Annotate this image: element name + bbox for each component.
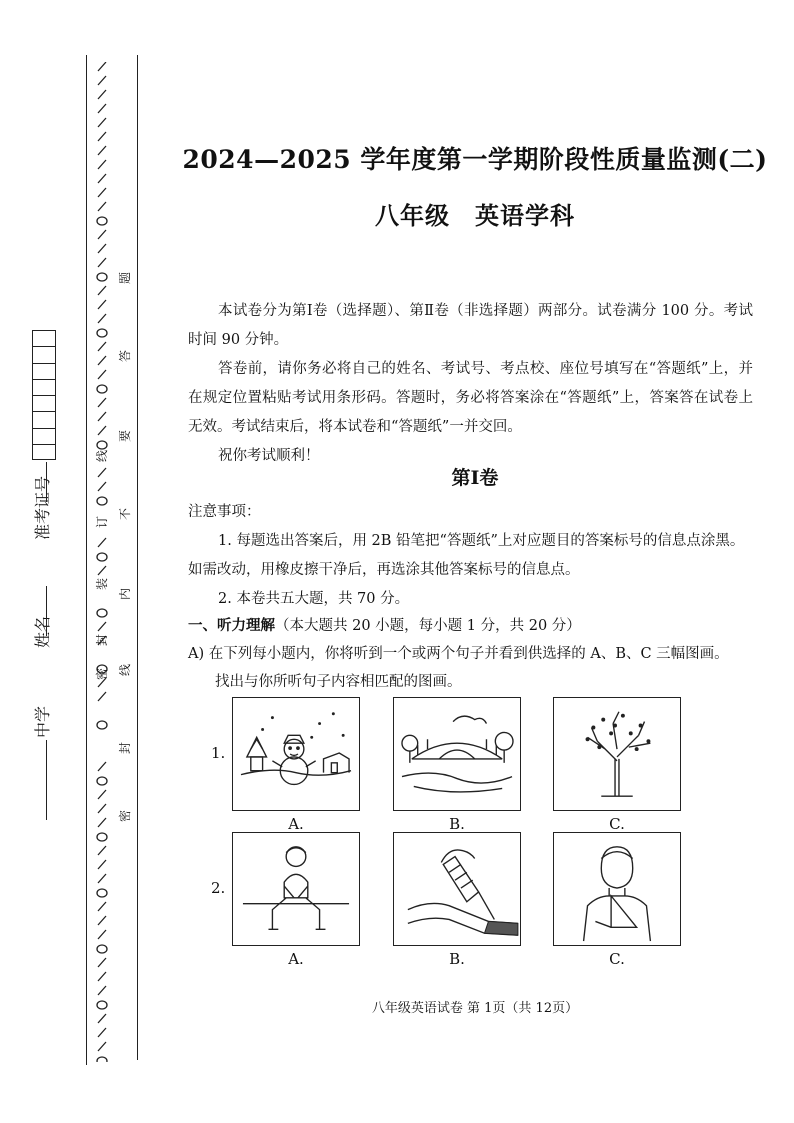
instructions-paragraph: 答卷前，请你务必将自己的姓名、考试号、考点校、座位号填写在“答题纸”上，并在规定位置粘贴考试用条形码。答题时，务必将答案涂在“答题纸”上，答案答在试卷上无效。考试结束后，将本试卷和“答题纸”一并交回。	[188, 361, 753, 435]
listening-heading: 一、听力理解	[188, 617, 275, 634]
notes-heading: 注意事项：	[188, 504, 261, 520]
q2-option-c-label: C.	[609, 950, 625, 968]
q1-option-b-label: B.	[449, 815, 465, 833]
part-a-instruction-1: A) 在下列每小题内，你将听到一个或两个句子并看到供选择的 A、B、C 三幅图画。	[188, 646, 729, 662]
q1-option-b-picture[interactable]	[393, 697, 521, 811]
q1-option-c-picture[interactable]	[553, 697, 681, 811]
section-title: 第Ⅰ卷	[451, 467, 499, 489]
exam-id-boxes	[32, 330, 56, 460]
snowman-scene-icon	[233, 698, 359, 810]
school-underline	[46, 740, 47, 820]
note-1: 1. 每题选出答案后，用 2B 铅笔把“答题纸”上对应题目的答案标号的信息点涂黑。如需改动，用橡皮擦干净后，再选涂其他答案标号的信息点。	[188, 533, 745, 578]
question-1-number: 1.	[211, 744, 226, 762]
binding-line-inner	[137, 55, 138, 1060]
notes-block	[188, 498, 753, 614]
seal-char-line: 线	[95, 450, 109, 463]
note-2: 2. 本卷共五大题，共 70 分。	[218, 591, 410, 607]
notice-char-3: 线	[118, 664, 132, 677]
hurt-knee-person-icon	[233, 833, 359, 945]
q2-option-c-picture[interactable]	[553, 832, 681, 946]
exam-id-underline	[46, 462, 47, 502]
q1-option-c-label: C.	[609, 815, 625, 833]
tree-icon	[554, 698, 680, 810]
question-2-number: 2.	[211, 879, 226, 897]
bandaged-arm-icon	[394, 833, 520, 945]
seal-char-ding: 订	[95, 516, 109, 529]
exam-title: 2024—2025 学年度第一学期阶段性质量监测(二)	[182, 145, 768, 174]
q2-option-a-picture[interactable]	[232, 832, 360, 946]
arm-sling-person-icon	[554, 833, 680, 945]
exam-subtitle: 八年级 英语学科	[375, 201, 575, 230]
cut-line-pattern	[91, 62, 113, 1062]
notice-char-1: 密	[118, 810, 132, 823]
name-label: 姓名	[33, 615, 52, 648]
seal-char-zhuang: 装	[95, 578, 109, 591]
notice-char-7: 答	[118, 350, 132, 363]
bridge-park-icon	[394, 698, 520, 810]
page-footer: 八年级英语试卷 第 1页（共 12页）	[371, 1001, 579, 1016]
seal-char-feng: 封	[95, 634, 109, 647]
listening-heading-detail: （本大题共 20 小题，每小题 1 分，共 20 分）	[275, 618, 581, 634]
listening-block	[188, 617, 758, 696]
wish-text: 祝你考试顺利！	[218, 448, 320, 464]
notice-char-2: 封	[118, 742, 132, 755]
school-label: 中学	[33, 705, 52, 738]
name-underline	[46, 586, 47, 636]
q2-option-b-picture[interactable]	[393, 832, 521, 946]
intro-paragraph: 本试卷分为第Ⅰ卷（选择题）、第Ⅱ卷（非选择题）两部分。试卷满分 100 分。考试时间 90 分钟。	[188, 303, 753, 348]
notice-char-5: 不	[118, 508, 132, 521]
q1-option-a-picture[interactable]	[232, 697, 360, 811]
notice-char-6: 要	[118, 430, 132, 443]
q2-option-a-label: A.	[288, 950, 304, 968]
exam-id-label: 准考证号	[33, 475, 52, 540]
notice-char-4: 内	[118, 588, 132, 601]
q1-option-a-label: A.	[288, 815, 304, 833]
binding-line-outer	[86, 55, 87, 1065]
part-a-instruction-2: 找出与你所听句子内容相匹配的图画。	[215, 674, 462, 690]
q2-option-b-label: B.	[449, 950, 465, 968]
seal-char-mi: 密	[95, 668, 109, 681]
notice-char-8: 题	[118, 272, 132, 285]
